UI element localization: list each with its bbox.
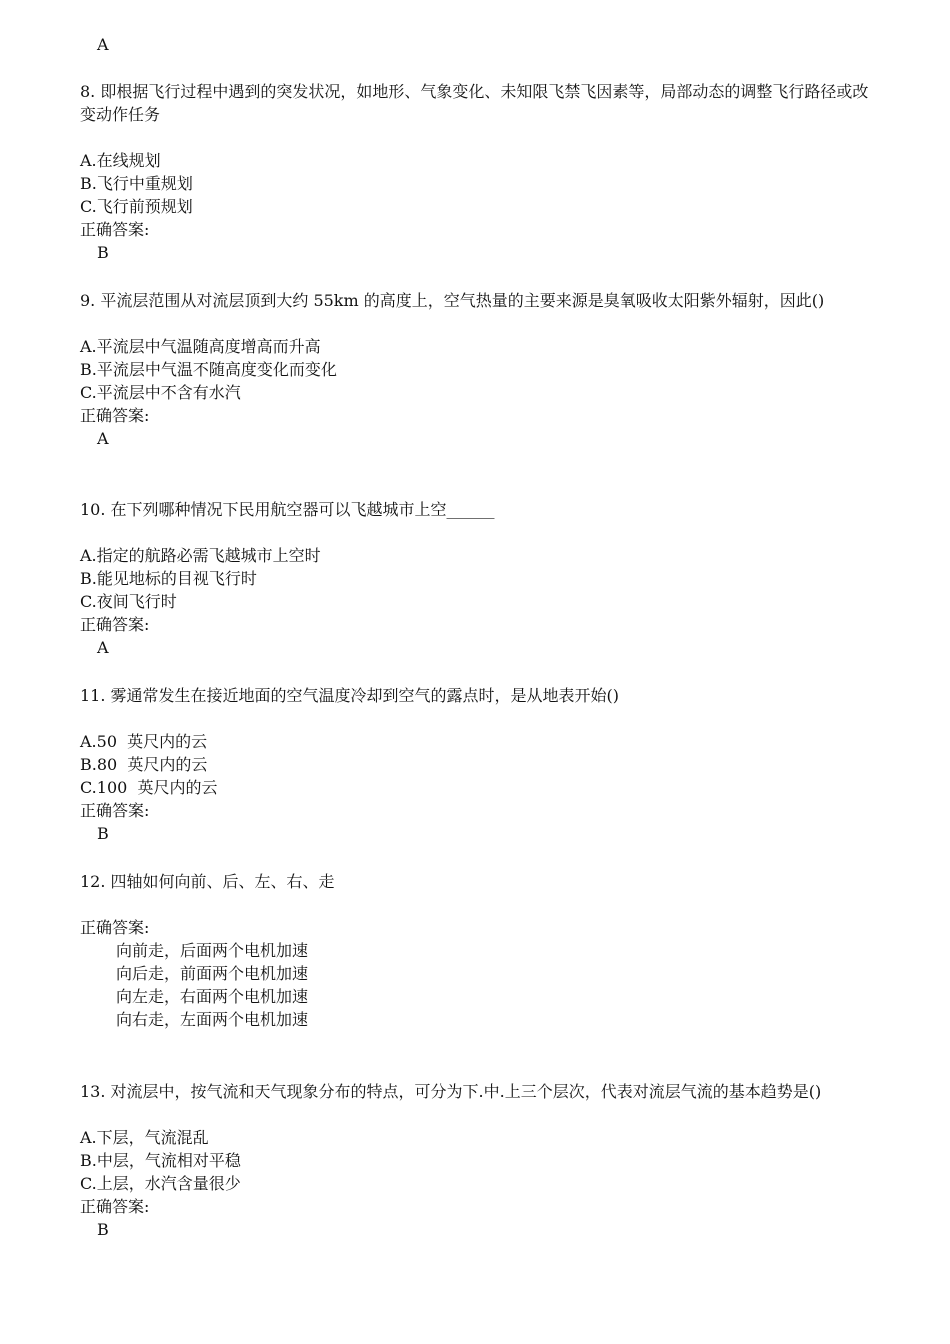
- options-list: [80, 149, 880, 218]
- option-c: C.夜间飞行时: [80, 592, 177, 611]
- answer-label: 正确答案:: [80, 1197, 150, 1216]
- question-text: 8. 即根据飞行过程中遇到的突发状况，如地形、气象变化、未知限飞禁飞因素等，局部动态的调整飞行路径或改变动作任务: [80, 82, 869, 124]
- option-b: B.中层，气流相对平稳: [80, 1151, 241, 1170]
- answer-value: A: [97, 429, 109, 448]
- question-12: [80, 870, 880, 1031]
- question-10: [80, 498, 880, 659]
- answer-label: 正确答案:: [80, 918, 150, 937]
- options-list: [80, 730, 880, 799]
- question-text: 12. 四轴如何向前、后、左、右、走: [80, 872, 335, 891]
- answer-value: B: [97, 1220, 109, 1239]
- question-11: [80, 684, 880, 845]
- question-text: 10. 在下列哪种情况下民用航空器可以飞越城市上空______: [80, 500, 495, 519]
- answer-value: A: [97, 638, 109, 657]
- option-c: C.平流层中不含有水汽: [80, 383, 241, 402]
- answer-value: B: [97, 824, 109, 843]
- option-a: A.平流层中气温随高度增高而升高: [80, 337, 321, 356]
- option-a: A.在线规划: [80, 151, 161, 170]
- option-a: A.指定的航路必需飞越城市上空时: [80, 546, 321, 565]
- previous-question-answer: A: [97, 35, 109, 54]
- answer-label: 正确答案:: [80, 406, 150, 425]
- question-text: 9. 平流层范围从对流层顶到大约 55km 的高度上，空气热量的主要来源是臭氧吸收太阳紫外辐射，因此(): [80, 291, 825, 310]
- answer-line: 向右走，左面两个电机加速: [116, 1010, 309, 1029]
- option-a: A.50 英尺内的云: [80, 732, 208, 751]
- question-13: [80, 1080, 880, 1241]
- question-9: [80, 289, 880, 450]
- option-c: C.100 英尺内的云: [80, 778, 218, 797]
- option-b: B.平流层中气温不随高度变化而变化: [80, 360, 337, 379]
- answer-line: 向前走，后面两个电机加速: [116, 941, 309, 960]
- answer-label: 正确答案:: [80, 220, 150, 239]
- option-c: C.飞行前预规划: [80, 197, 193, 216]
- answer-label: 正确答案:: [80, 801, 150, 820]
- question-text: 11. 雾通常发生在接近地面的空气温度冷却到空气的露点时，是从地表开始(): [80, 686, 620, 705]
- answer-line: 向左走，右面两个电机加速: [116, 987, 309, 1006]
- answer-lines: [80, 939, 880, 1031]
- options-list: [80, 544, 880, 613]
- option-b: B.飞行中重规划: [80, 174, 193, 193]
- answer-value: B: [97, 243, 109, 262]
- answer-label: 正确答案:: [80, 615, 150, 634]
- option-c: C.上层，水汽含量很少: [80, 1174, 241, 1193]
- options-list: [80, 335, 880, 404]
- question-8: [80, 80, 880, 264]
- answer-line: 向后走，前面两个电机加速: [116, 964, 309, 983]
- option-b: B.能见地标的目视飞行时: [80, 569, 257, 588]
- option-b: B.80 英尺内的云: [80, 755, 208, 774]
- option-a: A.下层，气流混乱: [80, 1128, 209, 1147]
- question-text: 13. 对流层中，按气流和天气现象分布的特点，可分为下.中.上三个层次，代表对流层气流的基本趋势是(): [80, 1082, 822, 1101]
- options-list: [80, 1126, 880, 1195]
